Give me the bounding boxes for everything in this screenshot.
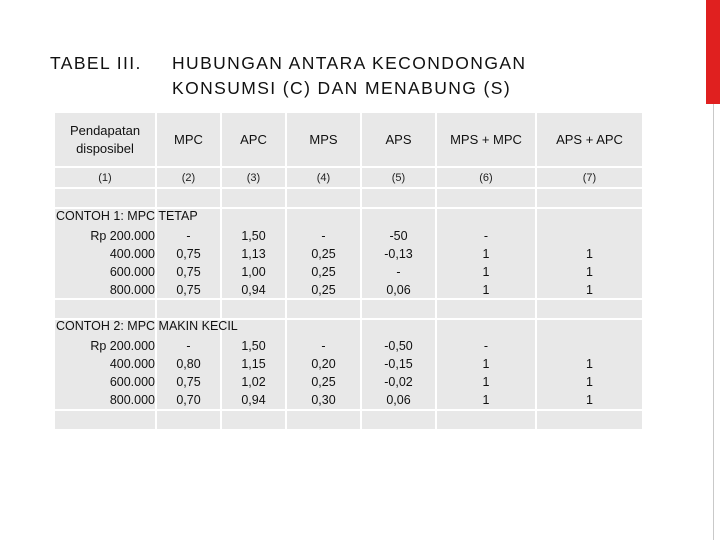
col-number: (7) (582, 172, 597, 184)
table-cell: - (186, 339, 191, 353)
table-cell: 0,75 (176, 265, 201, 279)
table-cell: 1 (586, 375, 593, 389)
table-cell: 1,50 (241, 229, 266, 243)
accent-bar (706, 0, 720, 104)
table-cell: -0,02 (384, 375, 413, 389)
table-cell: -0,13 (384, 247, 413, 261)
title-line-1: HUBUNGAN ANTARA KECONDONGAN (172, 53, 527, 73)
table-cell: -50 (389, 229, 408, 243)
table-cell: Rp 200.000 (90, 339, 155, 353)
header-disposable-income: Pendapatan disposibel (69, 123, 141, 156)
table-cell: 1,00 (241, 265, 266, 279)
header-mpc: MPC (174, 132, 203, 147)
header-aps: APS (385, 132, 412, 147)
table-cell: 1 (586, 265, 593, 279)
title-prefix: TABEL III. (50, 53, 142, 73)
page-title (50, 51, 526, 101)
table-cell: 0,06 (386, 283, 411, 297)
header-aps-apc: APS + APC (556, 132, 623, 147)
table-cell: 1 (482, 283, 490, 297)
table-cell: 1 (482, 393, 490, 407)
table-cell: 1 (586, 247, 593, 261)
table-cell: 0,75 (176, 375, 201, 389)
table-cell: 1 (586, 283, 593, 297)
table-cell: 1,15 (241, 357, 266, 371)
table-cell: 800.000 (109, 283, 155, 297)
table-cell: 1 (482, 247, 490, 261)
col-number: (5) (391, 172, 406, 184)
table-cell: - (483, 339, 489, 353)
table-cell: 1 (586, 357, 593, 371)
section-label: CONTOH 1: MPC TETAP (56, 209, 198, 223)
table-cell: 0,94 (241, 393, 266, 407)
table-cell: 1,02 (241, 375, 266, 389)
table-cell: 600.000 (109, 265, 155, 279)
table-cell: 1 (482, 375, 490, 389)
table-cell: 0,20 (311, 357, 336, 371)
table-cell: 800.000 (109, 393, 155, 407)
table-cell: 0,06 (386, 393, 411, 407)
table-cell: 0,94 (241, 283, 266, 297)
col-number: (6) (479, 172, 493, 184)
table-cell: - (483, 229, 489, 243)
table-cell: -0,50 (384, 339, 413, 353)
table-cell: 1 (482, 265, 490, 279)
header-mps-mpc: MPS + MPC (450, 132, 522, 147)
table-cell: - (321, 339, 326, 353)
accent-line (713, 104, 714, 540)
table-cell: 0,25 (311, 265, 336, 279)
col-number: (3) (246, 172, 261, 184)
table-cell: - (186, 229, 191, 243)
table-cell: Rp 200.000 (90, 229, 155, 243)
table-cell: 400.000 (109, 357, 155, 371)
table-cell: - (396, 265, 401, 279)
table-cell: 0,30 (311, 393, 336, 407)
table-cell: 400.000 (109, 247, 155, 261)
table-cell: 0,80 (176, 357, 201, 371)
table-cell: 0,25 (311, 375, 336, 389)
table-cell: 0,70 (176, 393, 201, 407)
table-cell: 600.000 (109, 375, 155, 389)
col-number: (4) (316, 172, 331, 184)
header-apc: APC (240, 132, 267, 147)
table-cell: 0,25 (311, 283, 336, 297)
table-cell: 0,75 (176, 283, 201, 297)
table-cell: 1 (482, 357, 490, 371)
table-cell: 0,75 (176, 247, 201, 261)
table-cell: - (321, 229, 326, 243)
table-cell: 1,13 (241, 247, 266, 261)
table-cell: -0,15 (384, 357, 413, 371)
col-number: (1) (98, 172, 112, 184)
header-mps: MPS (309, 132, 338, 147)
table-cell: 0,25 (311, 247, 336, 261)
section-label: CONTOH 2: MPC MAKIN KECIL (56, 319, 238, 333)
table-cell: 1 (586, 393, 593, 407)
col-number: (2) (181, 172, 196, 184)
title-line-2: KONSUMSI (C) DAN MENABUNG (S) (172, 78, 512, 98)
table-cell: 1,50 (241, 339, 266, 353)
data-table (55, 113, 642, 429)
